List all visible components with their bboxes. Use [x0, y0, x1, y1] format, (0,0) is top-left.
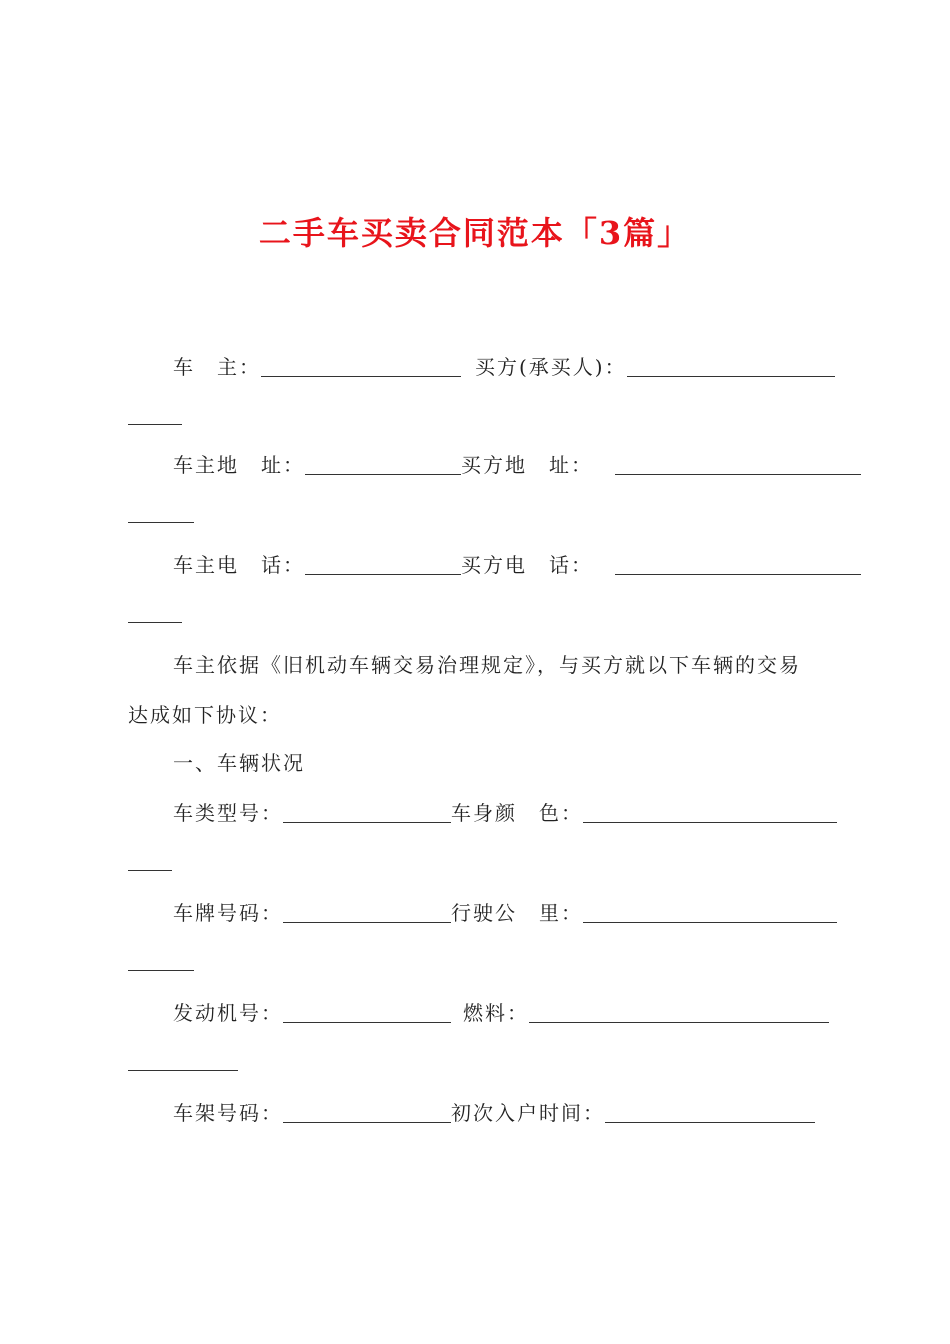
- plate-number-label: 车牌号码：: [173, 901, 283, 925]
- engine-fuel-row: [173, 996, 833, 1030]
- engine-number-label: 发动机号：: [173, 1001, 283, 1025]
- body-color-blank[interactable]: [583, 800, 837, 823]
- engine-number-blank[interactable]: [283, 1000, 451, 1023]
- frame-registration-row: [173, 1096, 833, 1130]
- owner-address-blank[interactable]: [305, 452, 461, 475]
- owner-buyer-row: [173, 350, 833, 384]
- owner-address-label: 车主地 址：: [173, 453, 305, 477]
- buyer-address-continuation: [128, 522, 194, 523]
- buyer-blank[interactable]: [627, 354, 835, 377]
- buyer-phone-label: 买方电 话：: [461, 553, 593, 577]
- fuel-label: 燃料：: [463, 1001, 529, 1025]
- intro-line-2: 达成如下协议：: [128, 703, 282, 727]
- frame-number-blank[interactable]: [283, 1100, 451, 1123]
- body-color-continuation: [128, 870, 172, 871]
- document-title: 二手车买卖合同范本「3篇」: [258, 214, 692, 252]
- owner-phone-blank[interactable]: [305, 552, 461, 575]
- first-registration-label: 初次入户时间：: [451, 1101, 605, 1125]
- owner-phone-label: 车主电 话：: [173, 553, 305, 577]
- vehicle-model-blank[interactable]: [283, 800, 451, 823]
- buyer-blank-continuation: [128, 424, 182, 425]
- phone-row: [173, 548, 833, 582]
- fuel-blank[interactable]: [529, 1000, 829, 1023]
- model-color-row: [173, 796, 833, 830]
- buyer-phone-blank[interactable]: [615, 552, 861, 575]
- section-heading-vehicle-status: 一、车辆状况: [173, 751, 305, 775]
- buyer-address-blank[interactable]: [615, 452, 861, 475]
- frame-number-label: 车架号码：: [173, 1101, 283, 1125]
- buyer-label: 买方(承买人)：: [475, 355, 627, 379]
- fuel-continuation: [128, 1070, 238, 1071]
- mileage-blank[interactable]: [583, 900, 837, 923]
- first-registration-blank[interactable]: [605, 1100, 815, 1123]
- intro-line-1: 车主依据《旧机动车辆交易治理规定》，与买方就以下车辆的交易: [173, 653, 801, 677]
- mileage-continuation: [128, 970, 194, 971]
- vehicle-model-label: 车类型号：: [173, 801, 283, 825]
- plate-number-blank[interactable]: [283, 900, 451, 923]
- address-row: [173, 448, 833, 482]
- plate-mileage-row: [173, 896, 833, 930]
- owner-blank[interactable]: [261, 354, 461, 377]
- buyer-phone-continuation: [128, 622, 182, 623]
- body-color-label: 车身颜 色：: [451, 801, 583, 825]
- owner-label: 车 主：: [173, 355, 261, 379]
- buyer-address-label: 买方地 址：: [461, 453, 593, 477]
- mileage-label: 行驶公 里：: [451, 901, 583, 925]
